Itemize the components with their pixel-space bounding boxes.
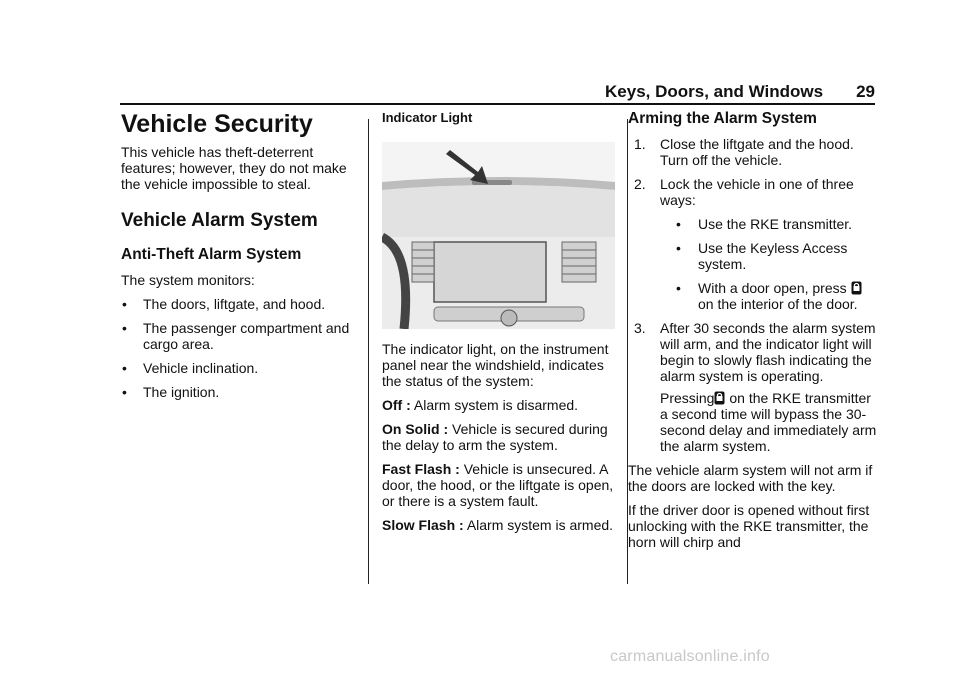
subsection-heading: Anti-Theft Alarm System bbox=[121, 246, 302, 263]
lock-way-2: • Use the Keyless Access system. bbox=[676, 240, 848, 272]
header-rule bbox=[120, 103, 875, 105]
lock-way-1: • Use the RKE transmitter. bbox=[676, 216, 853, 232]
column-3 bbox=[628, 110, 878, 558]
monitors-intro: The system monitors: bbox=[121, 272, 255, 288]
section-title: Keys, Doors, and Windows bbox=[605, 82, 824, 101]
driver-door-note: If the driver door is opened without first unlocking with the RKE transmitter, the horn will chirp and bbox=[628, 502, 870, 550]
column-divider-left bbox=[368, 119, 369, 584]
arming-heading: Arming the Alarm System bbox=[628, 110, 817, 127]
dashboard-illustration bbox=[382, 142, 615, 329]
column-2 bbox=[382, 110, 618, 541]
page-title: Vehicle Security bbox=[121, 110, 313, 138]
lock-key-icon bbox=[714, 391, 725, 405]
status-on-solid: On Solid : Vehicle is secured during the delay to arm the system. bbox=[382, 421, 608, 453]
status-slow-flash: Slow Flash : Alarm system is armed. bbox=[382, 517, 614, 533]
column-1 bbox=[121, 110, 357, 408]
section-heading: Vehicle Alarm System bbox=[121, 210, 318, 231]
status-fast-flash: Fast Flash : Vehicle is unsecured. A door, the hood, or the liftgate is open, or there is a system fault. bbox=[382, 461, 614, 509]
indicator-caption: The indicator light, on the instrument panel near the windshield, indicates the status of the system: bbox=[382, 341, 609, 389]
running-header bbox=[120, 82, 875, 104]
indicator-light-heading: Indicator Light bbox=[382, 110, 473, 125]
watermark: carmanualsonline.info bbox=[610, 648, 770, 665]
list-item: • The doors, liftgate, and hood. bbox=[122, 296, 326, 312]
key-lock-note: The vehicle alarm system will not arm if the doors are locked with the key. bbox=[628, 462, 873, 494]
page-number: 29 bbox=[856, 82, 875, 101]
status-off: Off : Alarm system is disarmed. bbox=[382, 397, 579, 413]
step-1: 1. Close the liftgate and the hood. Turn off the vehicle. bbox=[634, 136, 854, 168]
step-2: 2. Lock the vehicle in one of three ways: bbox=[634, 176, 854, 208]
intro-paragraph: This vehicle has theft-deterrent features; however, they do not make the vehicle impossible to steal. bbox=[121, 144, 347, 192]
list-item: • Vehicle inclination. bbox=[122, 360, 259, 376]
list-item: • The passenger compartment and cargo area. bbox=[122, 320, 350, 352]
lock-key-icon bbox=[851, 281, 862, 295]
step-3: 3. After 30 seconds the alarm system will arm, and the indicator light will begin to slowly flash indicating the alarm system is operating. Pressing on the RKE transmitter a second time will bypass the 30-second delay and immediately arm the alarm system. bbox=[634, 320, 877, 454]
lock-way-3: • With a door open, press on the interior of the door. bbox=[628, 280, 878, 312]
list-item: • The ignition. bbox=[122, 384, 220, 400]
